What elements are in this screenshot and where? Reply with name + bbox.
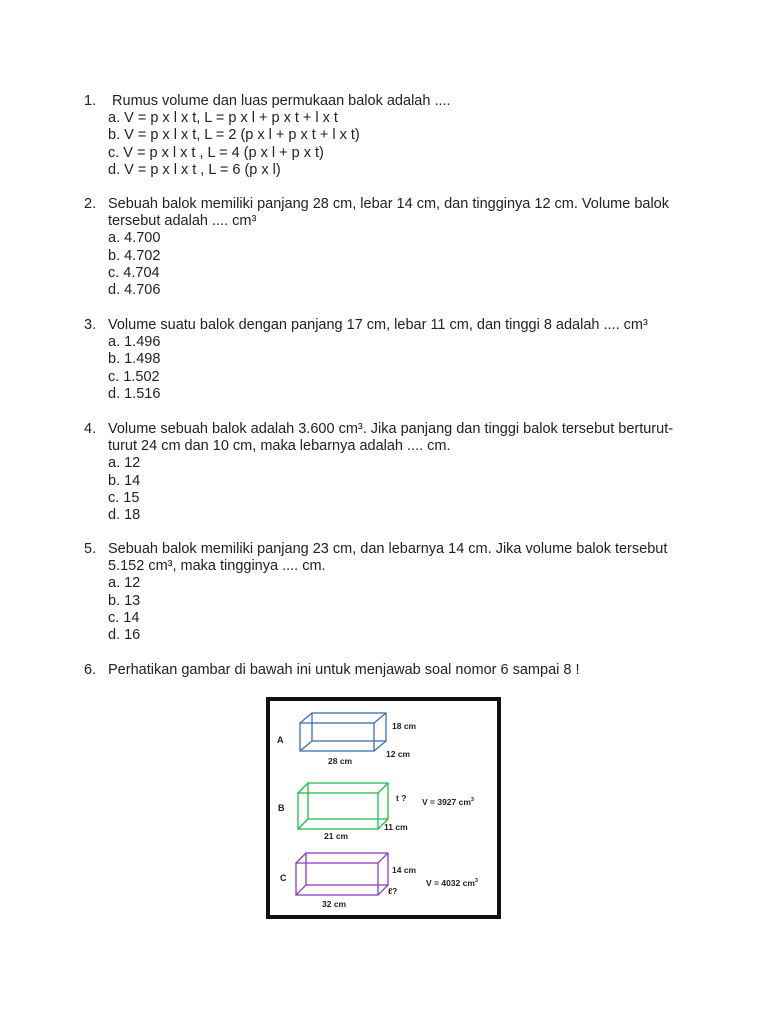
cuboid-edge xyxy=(378,885,388,895)
question-1 xyxy=(84,93,684,179)
cuboid-edge xyxy=(296,885,306,895)
cuboid-edge xyxy=(300,741,312,751)
cuboid-a xyxy=(277,713,417,766)
question-4 xyxy=(84,421,684,524)
question-number: 3. xyxy=(84,317,97,333)
question-5 xyxy=(84,541,684,644)
option-a: a. V = p x l x t, L = p x l + p x t + l x t xyxy=(108,110,338,127)
volume-label: V = 3927 $cm^3$ xyxy=(422,797,474,807)
question-6 xyxy=(84,662,684,679)
question-text: Sebuah balok memiliki panjang 23 cm, dan lebarnya 14 cm. Jika volume balok tersebut 5.152 cm³, maka tingginya .... cm. xyxy=(108,541,668,575)
cuboid-b xyxy=(278,783,474,841)
cuboid-c xyxy=(280,853,478,909)
cuboid-letter: C xyxy=(280,873,287,883)
width-label: 11 cm xyxy=(384,822,408,832)
option-b: b. V = p x l x t, L = 2 (p x l + p x t + l x t) xyxy=(108,127,360,144)
cuboid-back-face xyxy=(308,783,388,819)
cuboid-front-face xyxy=(296,863,378,895)
option-c: c. 4.704 xyxy=(108,264,160,281)
cuboid-back-face xyxy=(306,853,388,885)
option-d: d. 4.706 xyxy=(108,282,161,299)
width-label: 12 cm xyxy=(386,749,411,759)
option-a: a. 12 xyxy=(108,575,141,592)
option-c: c. 14 xyxy=(108,609,140,626)
option-a: a. 4.700 xyxy=(108,230,161,247)
option-b: b. 4.702 xyxy=(108,247,161,264)
option-c: c. V = p x l x t , L = 4 (p x l + p x t) xyxy=(108,144,324,161)
question-3 xyxy=(84,317,684,403)
question-text: Perhatikan gambar di bawah ini untuk menjawab soal nomor 6 sampai 8 ! xyxy=(108,662,580,678)
cuboid-edge xyxy=(374,713,386,723)
option-c: c. 1.502 xyxy=(108,368,160,385)
option-d: d. 1.516 xyxy=(108,385,161,402)
option-d: d. 16 xyxy=(108,627,141,644)
height-label: t ? xyxy=(396,793,407,803)
cuboid-back-face xyxy=(312,713,386,741)
option-d: d. 18 xyxy=(108,507,141,524)
height-label: 18 cm xyxy=(392,721,417,731)
cuboid-front-face xyxy=(298,793,378,829)
cuboid-edge xyxy=(378,853,388,863)
question-text: Sebuah balok memiliki panjang 28 cm, lebar 14 cm, dan tingginya 12 cm. Volume balok tersebut adalah .... cm³ xyxy=(108,196,669,230)
options-list xyxy=(108,575,684,644)
question-2 xyxy=(84,196,684,299)
question-number: 2. xyxy=(84,196,97,212)
question-text: Volume suatu balok dengan panjang 17 cm, lebar 11 cm, dan tinggi 8 adalah .... cm³ xyxy=(108,317,648,333)
cuboid-edge xyxy=(298,783,308,793)
option-b: b. 1.498 xyxy=(108,351,161,368)
length-label: 21 cm xyxy=(324,831,349,841)
width-label: ℓ? xyxy=(388,886,398,896)
cuboid-front-face xyxy=(300,723,374,751)
cuboid-diagram xyxy=(270,701,497,915)
length-label: 28 cm xyxy=(328,756,353,766)
question-text: Rumus volume dan luas permukaan balok adalah .... xyxy=(108,93,451,109)
length-label: 32 cm xyxy=(322,899,347,909)
option-c: c. 15 xyxy=(108,489,140,506)
question-number: 5. xyxy=(84,541,97,557)
options-list xyxy=(108,455,684,524)
option-d: d. V = p x l x t , L = 6 (p x l) xyxy=(108,161,281,178)
cuboid-edge xyxy=(374,741,386,751)
option-b: b. 14 xyxy=(108,472,141,489)
option-a: a. 1.496 xyxy=(108,334,161,351)
cuboid-edge xyxy=(298,819,308,829)
cuboid-letter: A xyxy=(277,735,284,745)
cuboid-edge xyxy=(378,783,388,793)
cuboid-figure xyxy=(266,697,501,919)
cuboid-letter: B xyxy=(278,803,285,813)
height-label: 14 cm xyxy=(392,865,417,875)
cuboid-edge xyxy=(296,853,306,863)
volume-label: V = 4032 $cm^3$ xyxy=(426,878,478,888)
question-number: 6. xyxy=(84,662,97,678)
question-text: Volume sebuah balok adalah 3.600 cm³. Jika panjang dan tinggi balok tersebut berturut-turut 24 cm dan 10 cm, maka lebarnya adalah .... cm. xyxy=(108,421,674,455)
question-number: 1. xyxy=(84,93,97,109)
options-list xyxy=(108,334,684,403)
option-b: b. 13 xyxy=(108,592,141,609)
options-list xyxy=(108,110,684,179)
option-a: a. 12 xyxy=(108,455,141,472)
options-list xyxy=(108,230,684,299)
question-number: 4. xyxy=(84,421,97,437)
cuboid-edge xyxy=(300,713,312,723)
